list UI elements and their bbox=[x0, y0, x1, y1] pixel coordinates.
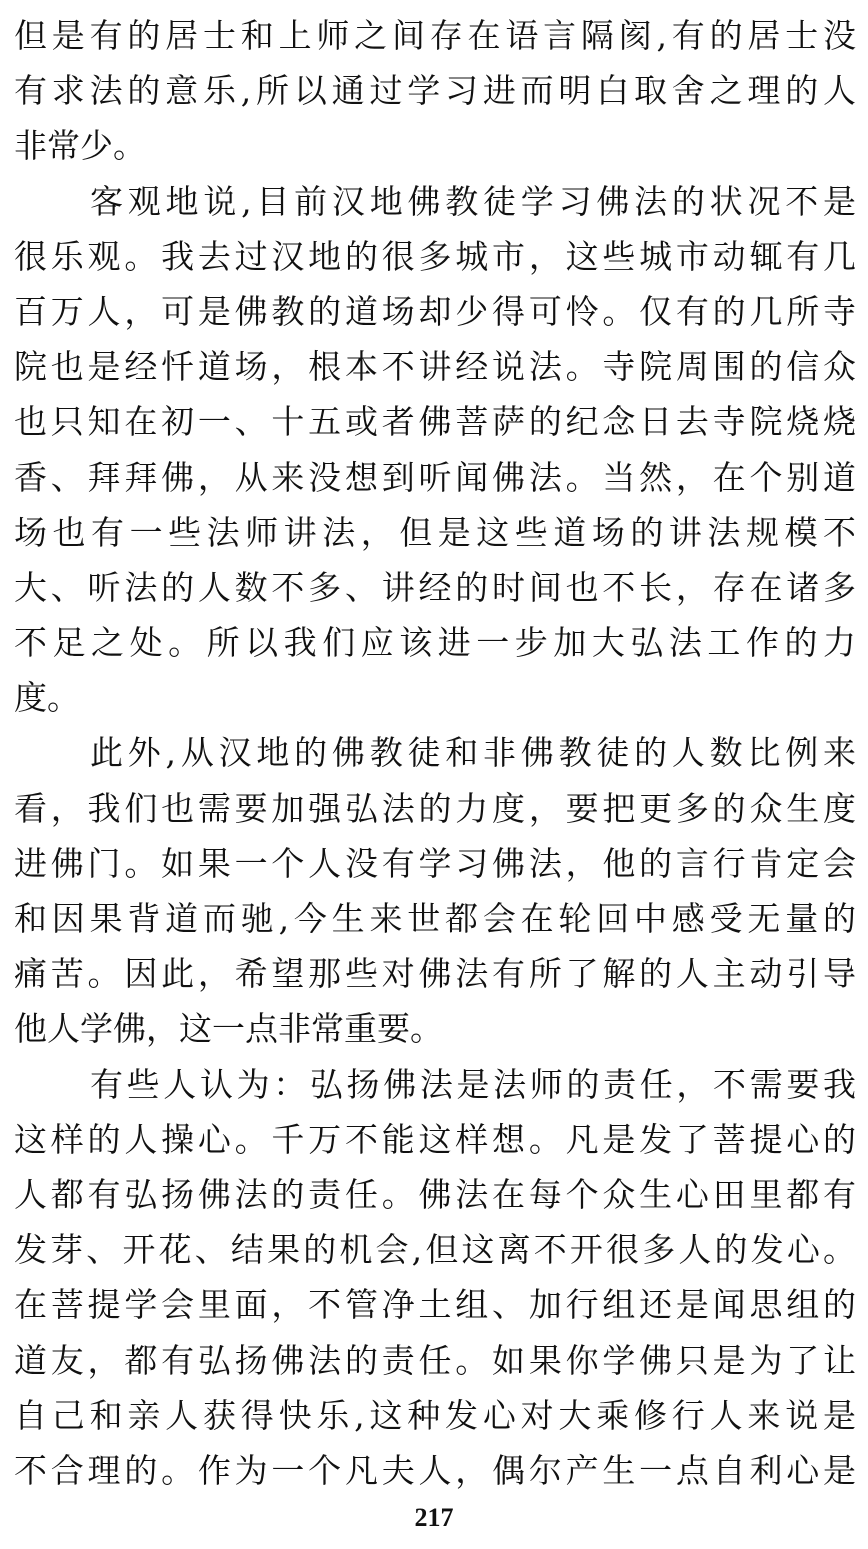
text-line: 但是有的居士和上师之间存在语言隔阂,有的居士没 bbox=[14, 16, 856, 55]
text-line: 有求法的意乐,所以通过学习进而明白取舍之理的人 bbox=[14, 71, 856, 111]
text-line: 院也是经忏道场，根本不讲经说法。寺院周围的信众 bbox=[14, 347, 856, 387]
text-line: 香、拜拜佛，从来没想到听闻佛法。当然，在个别道 bbox=[14, 457, 856, 497]
text-line: 不合理的。作为一个凡夫人，偶尔产生一点自利心是 bbox=[14, 1450, 856, 1490]
text-line: 有些人认为：弘扬佛法是法师的责任，不需要我 bbox=[90, 1064, 856, 1104]
body-text bbox=[14, 8, 856, 1498]
text-line: 和因果背道而驰,今生来世都会在轮回中感受无量的 bbox=[14, 899, 856, 938]
text-line: 百万人，可是佛教的道场却少得可怜。仅有的几所寺 bbox=[14, 291, 856, 331]
text-line: 大、听法的人数不多、讲经的时间也不长，存在诸多 bbox=[14, 567, 856, 607]
text-line: 此外,从汉地的佛教徒和非佛教徒的人数比例来 bbox=[90, 733, 856, 773]
text-line: 客观地说,目前汉地佛教徒学习佛法的状况不是 bbox=[90, 181, 856, 221]
text-line: 不足之处。所以我们应该进一步加大弘法工作的力 bbox=[14, 623, 856, 663]
text-line: 痛苦。因此，希望那些对佛法有所了解的人主动引导 bbox=[14, 954, 856, 994]
text-line: 自己和亲人获得快乐,这种发心对大乘修行人来说是 bbox=[14, 1395, 856, 1435]
text-line: 发芽、开花、结果的机会,但这离不开很多人的发心。 bbox=[14, 1230, 856, 1270]
text-line: 场也有一些法师讲法，但是这些道场的讲法规模不 bbox=[14, 512, 856, 552]
text-line: 很乐观。我去过汉地的很多城市，这些城市动辄有几 bbox=[14, 236, 856, 276]
page-number: 217 bbox=[414, 1503, 454, 1532]
text-line: 非常少。 bbox=[14, 126, 146, 166]
text-line: 他人学佛，这一点非常重要。 bbox=[14, 1009, 443, 1049]
text-line: 人都有弘扬佛法的责任。佛法在每个众生心田里都有 bbox=[14, 1174, 856, 1214]
text-line: 也只知在初一、十五或者佛菩萨的纪念日去寺院烧烧 bbox=[14, 402, 856, 442]
text-line: 看，我们也需要加强弘法的力度，要把更多的众生度 bbox=[14, 788, 856, 828]
text-line: 道友，都有弘扬佛法的责任。如果你学佛只是为了让 bbox=[14, 1340, 856, 1380]
text-line: 度。 bbox=[14, 678, 80, 718]
text-line: 在菩提学会里面，不管净土组、加行组还是闻思组的 bbox=[14, 1285, 856, 1325]
text-line: 进佛门。如果一个人没有学习佛法，他的言行肯定会 bbox=[14, 843, 856, 883]
text-line: 这样的人操心。千万不能这样想。凡是发了菩提心的 bbox=[14, 1119, 856, 1159]
